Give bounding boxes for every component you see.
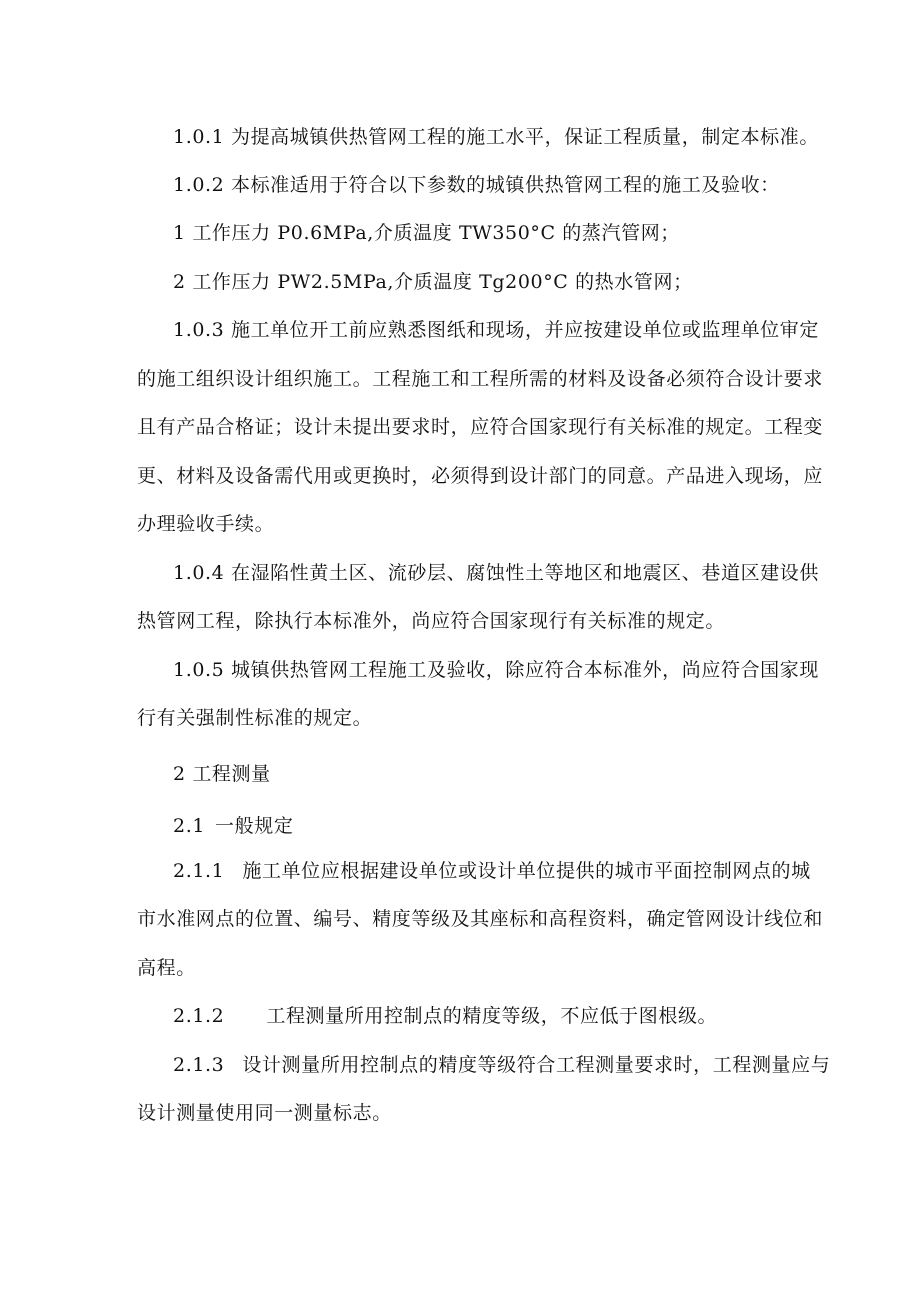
clause-1-0-1: 1.0.1 为提高城镇供热管网工程的施工水平，保证工程质量，制定本标准。 [173, 126, 819, 148]
clause-1-0-4-line-2: 热管网工程，除执行本标准外，尚应符合国家现行有关标准的规定。 [137, 610, 726, 632]
section-number: 2.1 [173, 815, 206, 837]
clause-1-0-3-line-1: 1.0.3 施工单位开工前应熟悉图纸和现场，并应按建设单位或监理单位审定 [173, 319, 819, 341]
chapter-heading: 2 工程测量 [173, 763, 271, 785]
clause-text: 施工单位应根据建设单位或设计单位提供的城市平面控制网点的城 [242, 860, 811, 882]
clause-1-0-5-line-2: 行有关强制性标准的规定。 [137, 707, 373, 729]
clause-number: 2.1.3 [173, 1054, 225, 1076]
section-title: 一般规定 [215, 815, 294, 837]
section-heading [173, 815, 293, 837]
clause-text: 设计测量所用控制点的精度等级符合工程测量要求时，工程测量应与 [242, 1054, 831, 1076]
clause-number: 2.1.1 [173, 860, 225, 882]
clause-text: 工程测量所用控制点的精度等级，不应低于图根级。 [266, 1005, 718, 1027]
clause-1-0-3-line-4: 更、材料及设备需代用或更换时，必须得到设计部门的同意。产品进入现场，应 [137, 465, 824, 487]
clause-2-1-1-line-1 [173, 860, 811, 882]
clause-2-1-2 [173, 1005, 717, 1027]
clause-2-1-3-line-1 [173, 1054, 830, 1076]
clause-1-0-4-line-1: 1.0.4 在湿陷性黄土区、流砂层、腐蚀性土等地区和地震区、巷道区建设供 [173, 562, 819, 584]
clause-2-1-3-line-2: 设计测量使用同一测量标志。 [137, 1102, 392, 1124]
list-item-2: 2 工作压力 PW2.5MPa,介质温度 Tg200°C 的热水管网； [173, 271, 693, 293]
clause-1-0-3-line-3: 且有产品合格证；设计未提出要求时，应符合国家现行有关标准的规定。工程变 [137, 416, 824, 438]
clause-1-0-3-line-5: 办理验收手续。 [137, 513, 275, 535]
clause-1-0-3-line-2: 的施工组织设计组织施工。工程施工和工程所需的材料及设备必须符合设计要求 [137, 368, 824, 390]
list-item-1: 1 工作压力 P0.6MPa,介质温度 TW350°C 的蒸汽管网； [173, 222, 680, 244]
clause-1-0-5-line-1: 1.0.5 城镇供热管网工程施工及验收，除应符合本标准外，尚应符合国家现 [173, 659, 819, 681]
clause-2-1-1-line-3: 高程。 [137, 957, 196, 979]
clause-number: 2.1.2 [173, 1005, 225, 1027]
clause-1-0-2: 1.0.2 本标准适用于符合以下参数的城镇供热管网工程的施工及验收： [173, 174, 780, 196]
clause-2-1-1-line-2: 市水准网点的位置、编号、精度等级及其座标和高程资料，确定管网设计线位和 [137, 908, 824, 930]
